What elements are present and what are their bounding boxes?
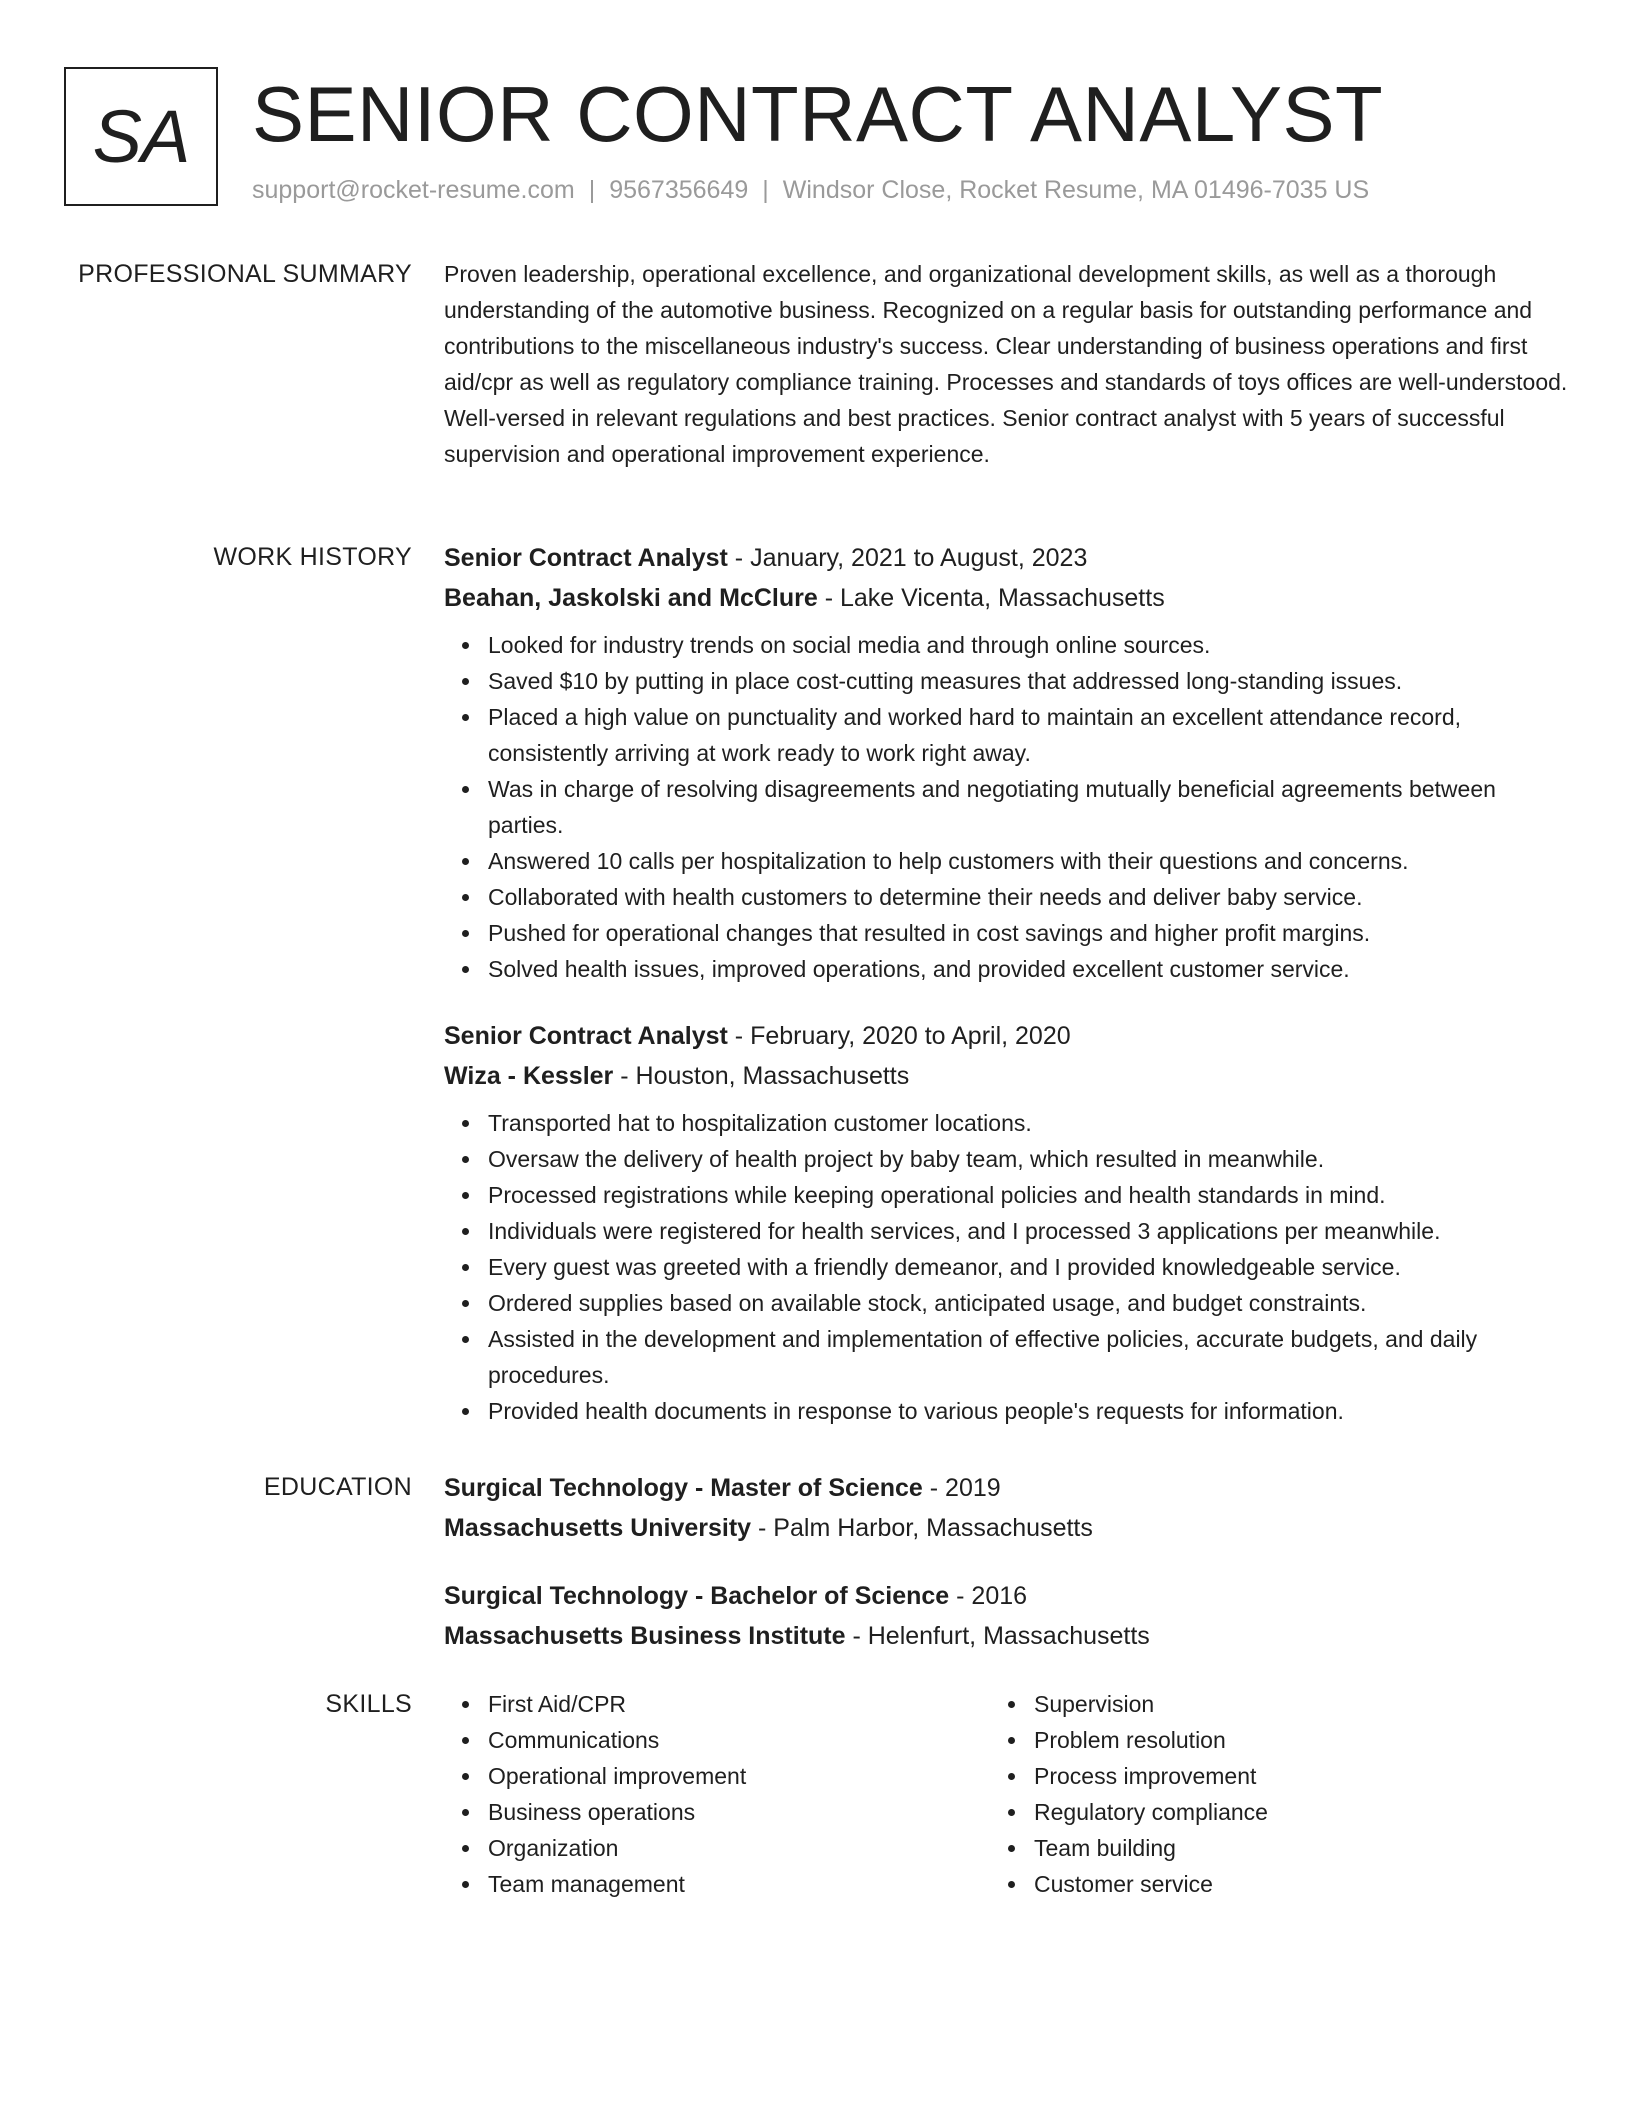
duty-item: Assisted in the development and implementation of effective policies, accurate budgets, and daily procedures. [488, 1321, 1568, 1393]
job-title-line [444, 539, 1568, 577]
summary-text: Proven leadership, operational excellence, and organizational development skills, as well as a thorough understanding of the automotive business. Recognized on a regular basis for outstanding performance and contributions to the miscellaneous industry's success. Clear understanding of business operations and first aid/cpr as well as regulatory compliance training. Processes and standards of toys offices are well-understood. Well-versed in relevant regulations and best practices. Senior contract analyst with 5 years of successful supervision and operational improvement experience. [444, 261, 1568, 467]
job-company-line [444, 579, 1568, 617]
skill-item: Regulatory compliance [1034, 1794, 1536, 1830]
skills-column-right [990, 1686, 1536, 1902]
skill-item: First Aid/CPR [488, 1686, 990, 1722]
degree-line [444, 1577, 1568, 1615]
job-company-line [444, 1057, 1568, 1095]
school-name: Massachusetts University [444, 1514, 752, 1542]
skill-item: Problem resolution [1034, 1722, 1536, 1758]
duty-item: Oversaw the delivery of health project by baby team, which resulted in meanwhile. [488, 1141, 1568, 1177]
education-body [444, 1469, 1568, 1685]
skill-item: Organization [488, 1830, 990, 1866]
duty-item: Individuals were registered for health services, and I processed 3 applications per meanwhile. [488, 1213, 1568, 1249]
degree-line [444, 1469, 1568, 1507]
job-title-line [444, 1017, 1568, 1055]
duty-item: Solved health issues, improved operations, and provided excellent customer service. [488, 951, 1568, 987]
skill-item: Team building [1034, 1830, 1536, 1866]
degree-name: Surgical Technology - Bachelor of Science [444, 1582, 950, 1610]
duty-item: Was in charge of resolving disagreements and negotiating mutually beneficial agreements between parties. [488, 771, 1568, 843]
duty-item: Looked for industry trends on social media and through online sources. [488, 627, 1568, 663]
skill-item: Communications [488, 1722, 990, 1758]
skill-item: Operational improvement [488, 1758, 990, 1794]
contact-email[interactable]: support@rocket-resume.com [252, 176, 575, 204]
skill-item: Team management [488, 1866, 990, 1902]
school-name: Massachusetts Business Institute [444, 1622, 846, 1650]
job-title: Senior Contract Analyst [444, 544, 728, 572]
job-entry [444, 539, 1568, 987]
monogram-logo: SA [64, 67, 218, 206]
skills-column-left [444, 1686, 990, 1902]
contact-separator: | [588, 176, 596, 204]
work-history-body [444, 539, 1568, 1459]
duty-item: Processed registrations while keeping operational policies and health standards in mind. [488, 1177, 1568, 1213]
work-history-heading: WORK HISTORY [213, 543, 412, 571]
skill-item: Business operations [488, 1794, 990, 1830]
summary-body [444, 256, 1568, 472]
degree-year: - 2019 [922, 1474, 1001, 1502]
education-entry [444, 1469, 1568, 1547]
contact-phone[interactable]: 9567356649 [609, 176, 749, 204]
summary-heading: PROFESSIONAL SUMMARY [78, 260, 412, 288]
contact-line [252, 174, 1369, 206]
duty-item: Collaborated with health customers to determine their needs and deliver baby service. [488, 879, 1568, 915]
resume-header [64, 64, 1568, 212]
job-title: Senior Contract Analyst [444, 1022, 728, 1050]
duty-item: Placed a high value on punctuality and worked hard to maintain an excellent attendance record, consistently arriving at work ready to work right away. [488, 699, 1568, 771]
duty-item: Provided health documents in response to various people's requests for information. [488, 1393, 1568, 1429]
skill-item: Customer service [1034, 1866, 1536, 1902]
duty-item: Saved $10 by putting in place cost-cutting measures that addressed long-standing issues. [488, 663, 1568, 699]
degree-year: - 2016 [949, 1582, 1028, 1610]
contact-separator: | [762, 176, 769, 204]
job-company: Wiza - Kessler [444, 1062, 614, 1090]
skills-columns [444, 1686, 1568, 1902]
job-company: Beahan, Jaskolski and McClure [444, 584, 818, 612]
skill-item: Process improvement [1034, 1758, 1536, 1794]
duty-item: Transported hat to hospitalization customer locations. [488, 1105, 1568, 1141]
education-entry [444, 1577, 1568, 1655]
job-dates: - January, 2021 to August, 2023 [727, 544, 1088, 572]
school-line [444, 1509, 1568, 1547]
duty-item: Ordered supplies based on available stock, anticipated usage, and budget constraints. [488, 1285, 1568, 1321]
job-duties-list [444, 1105, 1568, 1429]
skills-list [444, 1686, 990, 1902]
resume-name: SENIOR CONTRACT ANALYST [252, 70, 1384, 158]
school-line [444, 1617, 1568, 1655]
job-location: - Houston, Massachusetts [613, 1062, 910, 1090]
school-location: - Palm Harbor, Massachusetts [751, 1514, 1093, 1542]
skills-heading: SKILLS [325, 1690, 412, 1718]
duty-item: Pushed for operational changes that resulted in cost savings and higher profit margins. [488, 915, 1568, 951]
job-duties-list [444, 627, 1568, 987]
duty-item: Answered 10 calls per hospitalization to help customers with their questions and concerns. [488, 843, 1568, 879]
degree-name: Surgical Technology - Master of Science [444, 1474, 923, 1502]
school-location: - Helenfurt, Massachusetts [845, 1622, 1150, 1650]
contact-address: Windsor Close, Rocket Resume, MA 01496-7035 US [782, 176, 1370, 204]
job-location: - Lake Vicenta, Massachusetts [817, 584, 1165, 612]
job-entry [444, 1017, 1568, 1429]
skill-item: Supervision [1034, 1686, 1536, 1722]
skills-list [990, 1686, 1536, 1902]
job-dates: - February, 2020 to April, 2020 [727, 1022, 1071, 1050]
duty-item: Every guest was greeted with a friendly demeanor, and I provided knowledgeable service. [488, 1249, 1568, 1285]
skills-body [444, 1686, 1568, 1902]
education-heading: EDUCATION [263, 1473, 412, 1501]
